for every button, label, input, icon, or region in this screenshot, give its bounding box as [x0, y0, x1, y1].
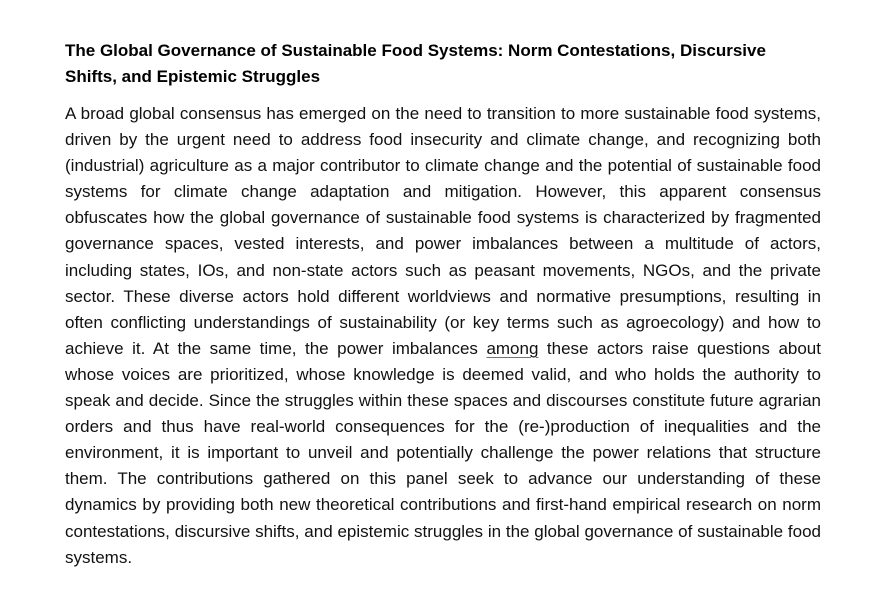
document-title: The Global Governance of Sustainable Food Systems: Norm Contestations, Discursive Shifts, and Epistemic Struggles [65, 41, 766, 86]
paragraph-text-part-2: these actors raise questions about whose voices are prioritized, whose knowledge is deemed valid, and who holds the authority to speak and decide. Since the struggles within these spaces and discourses constitute future agrarian orders and thus have real-world consequences for the (re-)production of inequalities and the environment, it is important to unveil and potentially challenge the power relations that structure them. The contributions gathered on this panel seek to advance our understanding of these dynamics by providing both new theoretical contributions and first-hand empirical research on norm contestations, discursive shifts, and epistemic struggles in the global governance of sustainable food systems. [65, 338, 821, 567]
paragraph-text-part-1: A broad global consensus has emerged on the need to transition to more sustainable food systems, driven by the urgent need to address food insecurity and climate change, and recognizing both (industrial) agriculture as a major contributor to climate change and the potential of sustainable food systems for climate change adaptation and mitigation. However, this apparent consensus obfuscates how the global governance of sustainable food systems is characterized by fragmented governance spaces, vested interests, and power imbalances between a multitude of actors, including states, IOs, and non-state actors such as peasant movements, NGOs, and the private sector. These diverse actors hold different worldviews and normative presumptions, resulting in often conflicting understandings of sustainability (or key terms such as agroecology) and how to achieve it. At the same time, the power imbalances [65, 104, 821, 358]
abstract-paragraph [65, 101, 821, 571]
grammar-marked-word[interactable]: among [486, 338, 539, 358]
